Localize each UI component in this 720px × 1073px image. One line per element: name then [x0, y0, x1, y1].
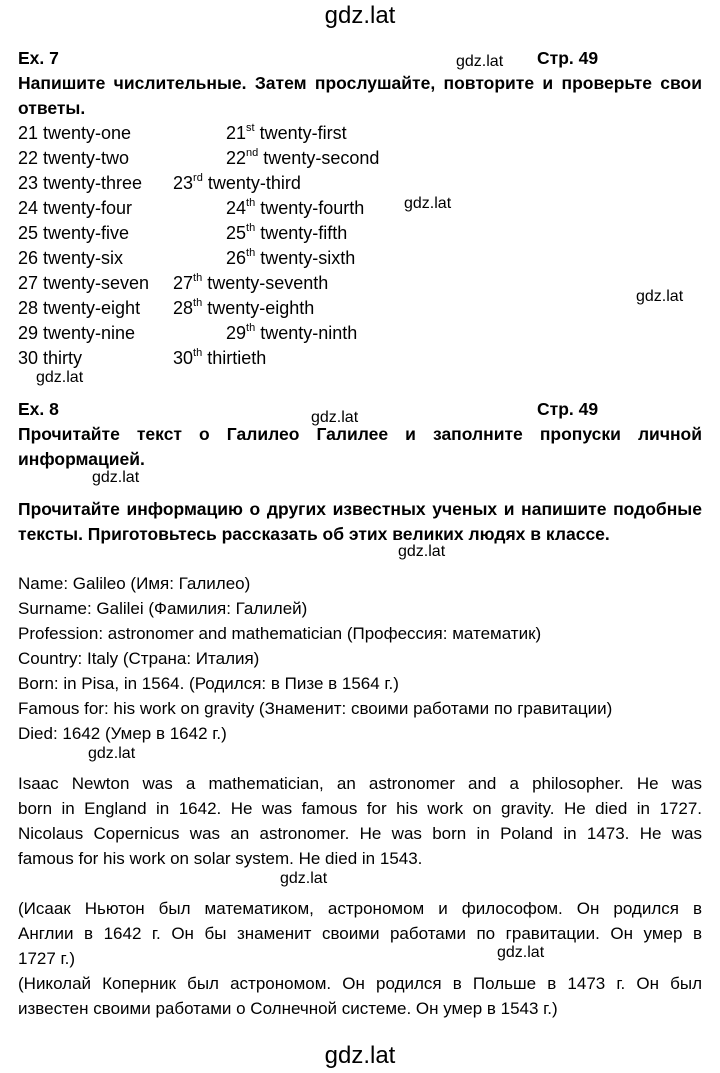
- watermark: gdz.lat: [36, 369, 84, 386]
- cardinal-number: 24 twenty-four: [18, 198, 133, 218]
- info-line: Country: Italy (Страна: Италия): [18, 649, 260, 668]
- ordinal-number: 24th twenty-fourth: [226, 197, 365, 218]
- watermark: gdz.lat: [311, 409, 359, 426]
- text-line: (Николай Коперник был астрономом. Он родился в Польше в 1473 г. Он был: [18, 974, 702, 993]
- ordinal-number: 28th twenty-eighth: [173, 297, 315, 318]
- ex7-task-line2: ответы.: [18, 98, 86, 118]
- site-title-bottom: gdz.lat: [324, 1042, 396, 1069]
- ordinal-number: 27th twenty-seventh: [173, 272, 329, 293]
- watermark: gdz.lat: [92, 469, 140, 486]
- text-line: Англии в 1642 г. Он бы знаменит своими работами по гравитации. Он умер в: [18, 924, 702, 943]
- ex7-page: Стр. 49: [537, 48, 599, 68]
- text-line: famous for his work on solar system. He died in 1543.: [18, 849, 423, 868]
- ordinal-number: 26th twenty-sixth: [226, 247, 356, 268]
- ordinal-number: 22nd twenty-second: [226, 147, 380, 168]
- site-title-top: gdz.lat: [324, 2, 396, 29]
- info-line: Famous for: his work on gravity (Знаменит: своими работами по гравитации): [18, 699, 613, 718]
- watermark: gdz.lat: [497, 944, 545, 961]
- cardinal-number: 30 thirty: [18, 348, 83, 368]
- text-line: born in England in 1642. He was famous for his work on gravity. He died in 1727.: [18, 799, 702, 818]
- cardinal-number: 21 twenty-one: [18, 123, 132, 143]
- watermark: gdz.lat: [280, 870, 328, 887]
- ex8-task1-line1: Прочитайте текст о Галилео Галилее и заполните пропуски личной: [18, 424, 702, 444]
- watermark: gdz.lat: [398, 543, 446, 560]
- watermark: gdz.lat: [456, 53, 504, 70]
- text-line: 1727 г.): [18, 949, 76, 968]
- text-line: известен своими работами о Солнечной системе. Он умер в 1543 г.): [18, 999, 558, 1018]
- watermark: gdz.lat: [404, 195, 452, 212]
- ex7-task-line1: Напишите числительные. Затем прослушайте, повторите и проверьте свои: [18, 73, 702, 93]
- ex8-label: Ex. 8: [18, 399, 59, 419]
- ex8-task2-line1: Прочитайте информацию о других известных ученых и напишите подобные: [18, 499, 702, 519]
- ex8-task1-line2: информацией.: [18, 449, 145, 469]
- text-line: Isaac Newton was a mathematician, an astronomer and a philosopher. He was: [18, 774, 702, 793]
- cardinal-number: 27 twenty-seven: [18, 273, 150, 293]
- watermark: gdz.lat: [88, 745, 136, 762]
- ex8-page: Стр. 49: [537, 399, 599, 419]
- cardinal-number: 26 twenty-six: [18, 248, 124, 268]
- ordinal-number: 21st twenty-first: [226, 122, 347, 143]
- text-line: Nicolaus Copernicus was an astronomer. He was born in Poland in 1473. He was: [18, 824, 702, 843]
- info-line: Died: 1642 (Умер в 1642 г.): [18, 724, 227, 743]
- info-line: Born: in Pisa, in 1564. (Родился: в Пизе в 1564 г.): [18, 674, 399, 693]
- ordinal-number: 29th twenty-ninth: [226, 322, 358, 343]
- info-line: Profession: astronomer and mathematician (Профессия: математик): [18, 624, 542, 643]
- watermark: gdz.lat: [636, 288, 684, 305]
- ex7-label: Ex. 7: [18, 48, 59, 68]
- info-line: Name: Galileo (Имя: Галилео): [18, 574, 251, 593]
- cardinal-number: 28 twenty-eight: [18, 298, 141, 318]
- ordinal-number: 23rd twenty-third: [173, 172, 301, 193]
- cardinal-number: 25 twenty-five: [18, 223, 130, 243]
- cardinal-number: 23 twenty-three: [18, 173, 143, 193]
- cardinal-number: 22 twenty-two: [18, 148, 130, 168]
- ex8-task2-line2: тексты. Приготовьтесь рассказать об этих великих людях в классе.: [18, 524, 610, 544]
- text-line: (Исаак Ньютон был математиком, астрономом и философом. Он родился в: [18, 899, 702, 918]
- ordinal-number: 30th thirtieth: [173, 347, 267, 368]
- ordinal-number: 25th twenty-fifth: [226, 222, 348, 243]
- cardinal-number: 29 twenty-nine: [18, 323, 136, 343]
- info-line: Surname: Galilei (Фамилия: Галилей): [18, 599, 308, 618]
